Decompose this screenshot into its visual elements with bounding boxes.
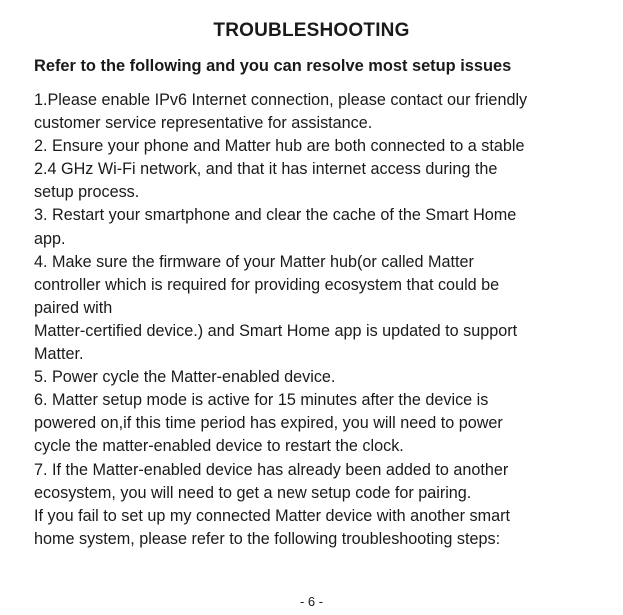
text-line: Matter-certified device.) and Smart Home app is updated to support bbox=[34, 321, 518, 340]
text-line: cycle the matter-enabled device to restart the clock. bbox=[34, 437, 404, 456]
text-line: 2.4 GHz Wi-Fi network, and that it has internet access during the bbox=[34, 160, 498, 179]
troubleshooting-text bbox=[34, 89, 604, 551]
text-line: customer service representative for assistance. bbox=[34, 114, 373, 133]
text-line: If you fail to set up my connected Matter device with another smart bbox=[34, 506, 510, 525]
text-line: paired with bbox=[34, 298, 113, 317]
text-line: 5. Power cycle the Matter-enabled device. bbox=[34, 368, 336, 387]
page-title: TROUBLESHOOTING bbox=[213, 20, 410, 41]
text-line: 4. Make sure the firmware of your Matter hub(or called Matter bbox=[34, 252, 474, 271]
section-subtitle: Refer to the following and you can resolve most setup issues bbox=[34, 57, 512, 75]
text-line: 3. Restart your smartphone and clear the cache of the Smart Home bbox=[34, 206, 517, 225]
page-number: - 6 - bbox=[299, 594, 324, 609]
text-line: Matter. bbox=[34, 345, 84, 364]
text-line: ecosystem, you will need to get a new setup code for pairing. bbox=[34, 483, 472, 502]
text-line: home system, please refer to the following troubleshooting steps: bbox=[34, 529, 501, 548]
text-line: app. bbox=[34, 229, 66, 248]
text-line: 1.Please enable IPv6 Internet connection, please contact our friendly bbox=[34, 91, 528, 109]
text-line: 7. If the Matter-enabled device has already been added to another bbox=[34, 460, 509, 479]
text-line: setup process. bbox=[34, 183, 140, 202]
text-line: controller which is required for providing ecosystem that could be bbox=[34, 275, 500, 294]
text-line: 2. Ensure your phone and Matter hub are both connected to a stable bbox=[34, 137, 525, 156]
text-line: 6. Matter setup mode is active for 15 minutes after the device is bbox=[34, 391, 489, 410]
text-line: powered on,if this time period has expired, you will need to power bbox=[34, 414, 503, 433]
